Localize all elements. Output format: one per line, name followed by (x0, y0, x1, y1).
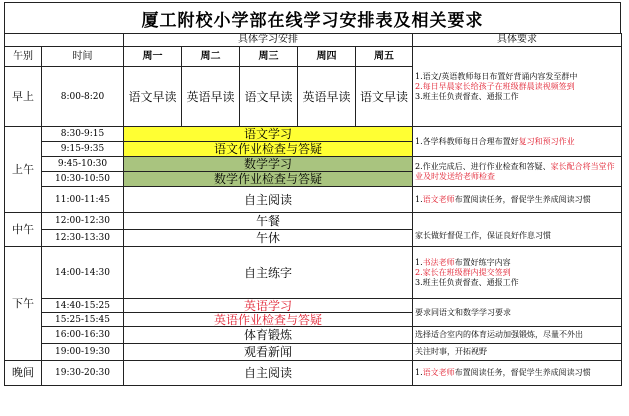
time-cell: 15:25-15:45 (42, 313, 124, 327)
time-cell: 9:45-10:30 (42, 157, 124, 172)
time-cell: 11:00-11:45 (42, 187, 124, 213)
req-line (415, 258, 619, 268)
activity-math-study: 数学学习 (124, 157, 413, 172)
noon-requirements (413, 213, 622, 247)
req-text: 1. (415, 368, 423, 377)
period-evening: 晚间 (5, 361, 42, 386)
req-line: 3.班主任负责督查、通报工作 (415, 91, 519, 101)
req-line: 1.语文/英语教师每日布置好背诵内容发至群中 (415, 71, 578, 81)
day-header-thu: 周四 (298, 47, 356, 67)
time-cell: 10:30-10:50 (42, 172, 124, 187)
activity-nap: 午休 (124, 230, 413, 247)
activity-evening-reading: 自主阅读 (124, 361, 413, 386)
period-afternoon: 下午 (5, 247, 42, 361)
activity-tue: 英语早读 (182, 67, 240, 127)
req-line: 2.家长在班级群内提交签到 (415, 267, 511, 277)
period-early-morning: 早上 (5, 67, 42, 127)
req-text: 布置阅读任务，督促学生养成阅读习惯 (454, 368, 591, 377)
calligraphy-requirements (413, 247, 622, 299)
req-highlight: 语文老师 (422, 368, 455, 377)
day-header-tue: 周二 (182, 47, 240, 67)
period-noon: 中午 (5, 213, 42, 247)
activity-fri: 语文早读 (356, 67, 413, 127)
exercise-requirements: 选择适合室内的体育运动加强锻炼，尽量不外出 (413, 327, 622, 344)
time-cell: 16:00-16:30 (42, 327, 124, 344)
time-cell: 14:40-15:25 (42, 299, 124, 313)
activity-self-reading: 自主阅读 (124, 187, 413, 213)
document-title: 厦工附校小学部在线学习安排表及相关要求 (4, 2, 621, 34)
english-requirements (413, 299, 622, 327)
schedule-table (4, 33, 622, 386)
activity-chinese-homework: 语文作业检查与答疑 (124, 142, 413, 157)
time-cell: 19:00-19:30 (42, 344, 124, 361)
time-cell: 12:30-13:30 (42, 230, 124, 247)
req-line: 家长做好督促工作，保证良好作息习惯 (415, 230, 551, 240)
activity-english-study: 英语学习 (124, 299, 413, 313)
day-header-fri: 周五 (356, 47, 413, 67)
time-cell: 8:30-9:15 (42, 127, 124, 142)
activity-calligraphy: 自主练字 (124, 247, 413, 299)
req-highlight: 语文老师 (422, 194, 455, 204)
req-highlight: 复习和预习作业 (518, 136, 575, 146)
period-column-header: 午别 (5, 47, 42, 67)
req-text: 1.各学科教师每日合理布置好 (415, 136, 519, 146)
time-cell: 8:00-8:20 (42, 67, 124, 127)
day-header-wed: 周三 (240, 47, 298, 67)
requirements-header: 具体要求 (413, 34, 622, 47)
day-header-mon: 周一 (124, 47, 182, 67)
schedule-header: 具体学习安排 (124, 34, 413, 47)
activity-thu: 英语早读 (298, 67, 356, 127)
time-cell: 14:00-14:30 (42, 247, 124, 299)
activity-wed: 语文早读 (240, 67, 298, 127)
homework-requirements-2 (413, 157, 622, 187)
activity-mon: 语文早读 (124, 67, 182, 127)
activity-lunch: 午餐 (124, 213, 413, 230)
period-morning: 上午 (5, 127, 42, 213)
news-requirements: 关注时事，开拓视野 (413, 344, 622, 361)
reading-requirements (413, 187, 622, 213)
evening-requirements (413, 361, 622, 386)
req-text: 2.作业完成后、进行作业检查和答疑、 (415, 161, 551, 171)
homework-requirements-1 (413, 127, 622, 157)
req-text: 1. (415, 194, 423, 204)
early-reading-requirements (413, 47, 622, 127)
req-line: 要求同语文和数学学习要求 (415, 307, 511, 317)
time-cell: 19:30-20:30 (42, 361, 124, 386)
corner-cell (5, 34, 124, 47)
req-highlight: 书法老师 (422, 257, 455, 267)
activity-news: 观看新闻 (124, 344, 413, 361)
activity-math-homework: 数学作业检查与答疑 (124, 172, 413, 187)
req-highlight: 家长配合将当堂作业及时发送给老师检查 (415, 161, 615, 181)
time-cell: 12:00-12:30 (42, 213, 124, 230)
activity-english-homework: 英语作业检查与答疑 (124, 313, 413, 327)
req-text: 1. (415, 257, 423, 267)
time-column-header: 时间 (42, 47, 124, 67)
time-cell: 9:15-9:35 (42, 142, 124, 157)
activity-exercise: 体育锻炼 (124, 327, 413, 344)
req-line: 2.每日早晨家长给孩子在班级群晨读视频签到 (415, 81, 575, 91)
req-text: 布置阅读任务，督促学生养成阅读习惯 (454, 194, 591, 204)
activity-chinese-study: 语文学习 (124, 127, 413, 142)
req-text: 布置好练字内容 (454, 257, 511, 267)
req-line: 3.班主任负责督查、通报工作 (415, 277, 519, 287)
